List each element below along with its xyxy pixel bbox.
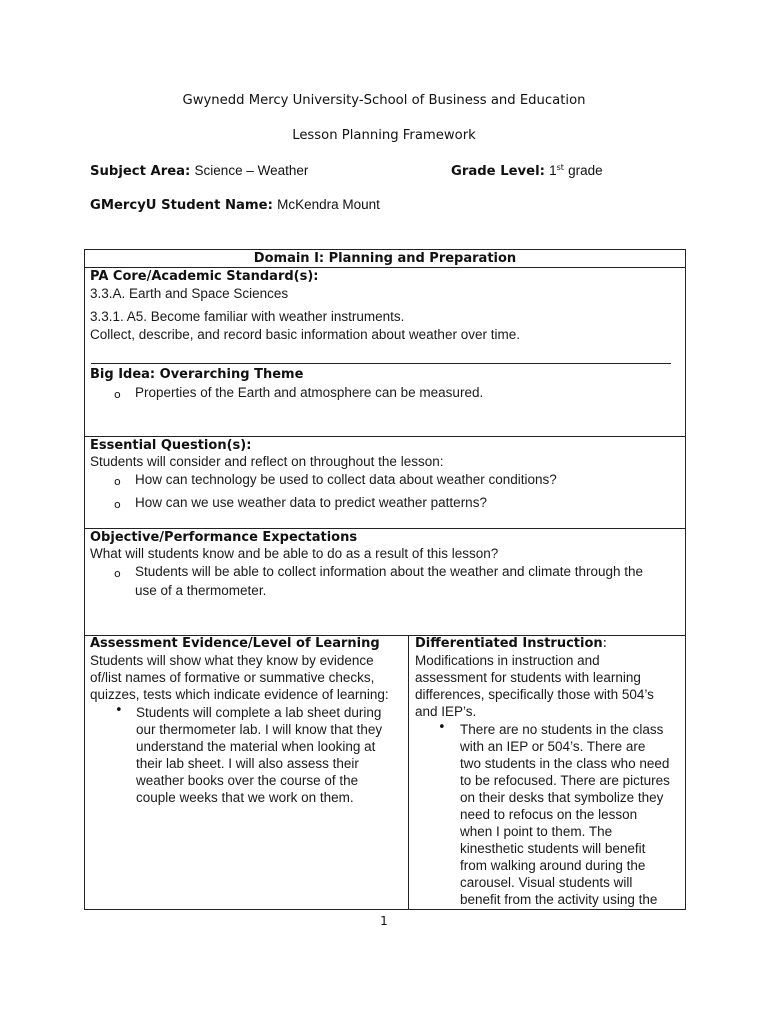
assessment-bullet-6: couple weeks that we work on them. [136, 790, 354, 805]
essential-question-1: How can technology be used to collect data about weather conditions? [135, 472, 557, 487]
document-title: Lesson Planning Framework [292, 128, 476, 143]
objective-title: Objective/Performance Expectations [90, 530, 358, 545]
grade-level-label: Grade Level: [451, 164, 545, 179]
domain-heading: Domain I: Planning and Preparation [253, 251, 517, 266]
assessment-bullet-4: their lab sheet. I will also assess their [136, 756, 359, 771]
standards-line-3: Collect, describe, and record basic information about weather over time. [90, 327, 520, 342]
grade-level-suffix: st [556, 163, 564, 172]
differentiated-bullet-7: when I point to them. The [460, 824, 613, 839]
student-name-line [90, 197, 380, 213]
differentiated-intro-4: and IEP’s. [415, 704, 477, 719]
assessment-bullet-3: understand the material when looking at [136, 739, 376, 754]
assessment-intro-2: of/list names of formative or summative checks, [90, 670, 375, 685]
differentiated-bullet-11: benefit from the activity using the [460, 892, 658, 907]
differentiated-intro-3: differences, specifically those with 504’s [415, 687, 654, 702]
bullet-dot-icon: • [115, 703, 123, 718]
essential-questions-intro: Students will consider and reflect on throughout the lesson: [90, 454, 444, 469]
institution-heading: Gwynedd Mercy University-School of Business and Education [182, 93, 586, 108]
differentiated-bullet-6: need to refocus on the lesson [460, 807, 638, 822]
assessment-bullet-2: our thermometer lab. I will know that they [136, 722, 383, 737]
assessment-bullet-5: weather books over the course of the [136, 773, 359, 788]
differentiated-bullet-5: on their desks that symbolize they [460, 790, 664, 805]
assessment-intro-1: Students will show what they know by evidence [90, 653, 374, 668]
objective-intro: What will students know and be able to do as a result of this lesson? [90, 546, 499, 561]
objective-bullet-line-1: Students will be able to collect information about the weather and climate through the [135, 564, 644, 579]
grade-level-word: grade [568, 163, 603, 178]
differentiated-bullet-9: from walking around during the [460, 858, 646, 873]
assessment-intro-3: quizzes, tests which indicate evidence of learning: [90, 687, 389, 702]
standards-title: PA Core/Academic Standard(s): [90, 269, 319, 284]
differentiated-bullet-1: There are no students in the class [460, 722, 664, 737]
grade-level-number: 1 [549, 163, 557, 178]
planning-table [84, 249, 686, 910]
standards-line-1: 3.3.A. Earth and Space Sciences [90, 286, 289, 301]
differentiated-bullet-2: with an IEP or 504’s. There are [460, 739, 646, 754]
objective-section [85, 528, 685, 636]
subject-area-value: Science – Weather [194, 163, 309, 178]
page-number: 1 [380, 914, 388, 928]
differentiated-bullet-3: two students in the class who need [460, 756, 670, 771]
essential-questions-title: Essential Question(s): [90, 438, 252, 453]
subject-area-line [90, 163, 308, 179]
grade-level-line [451, 163, 603, 179]
differentiated-bullet-4: to be refocused. There are pictures [460, 773, 670, 788]
assessment-title: Assessment Evidence/Level of Learning [90, 636, 380, 651]
circle-bullet-icon: o [114, 475, 121, 488]
differentiated-intro-2: assessment for students with learning [415, 670, 641, 685]
student-name-label: GMercyU Student Name: [90, 198, 273, 213]
differentiated-bullet-8: kinesthetic students will benefit [460, 841, 646, 856]
standards-divider [91, 363, 671, 364]
essential-questions-section [85, 436, 685, 529]
big-idea-bullet: Properties of the Earth and atmosphere can be measured. [135, 385, 484, 400]
circle-bullet-icon: o [114, 498, 121, 511]
subject-area-label: Subject Area: [90, 164, 191, 179]
circle-bullet-icon: o [114, 567, 121, 580]
differentiated-intro-1: Modifications in instruction and [415, 653, 600, 668]
assessment-bullet-1: Students will complete a lab sheet during [136, 705, 382, 720]
differentiated-title: Differentiated Instruction: [415, 636, 608, 651]
column-divider [408, 635, 409, 909]
big-idea-title: Big Idea: Overarching Theme [90, 367, 304, 382]
standards-section [85, 267, 685, 438]
circle-bullet-icon: o [114, 388, 121, 401]
bullet-dot-icon: • [438, 720, 446, 735]
essential-question-2: How can we use weather data to predict weather patterns? [135, 495, 487, 510]
standards-line-2: 3.3.1. A5. Become familiar with weather instruments. [90, 309, 405, 324]
differentiated-bullet-10: carousel. Visual students will [460, 875, 633, 890]
objective-bullet-line-2: use of a thermometer. [135, 583, 267, 598]
student-name-value: McKendra Mount [277, 197, 380, 212]
assessment-differentiation-section [85, 635, 685, 910]
